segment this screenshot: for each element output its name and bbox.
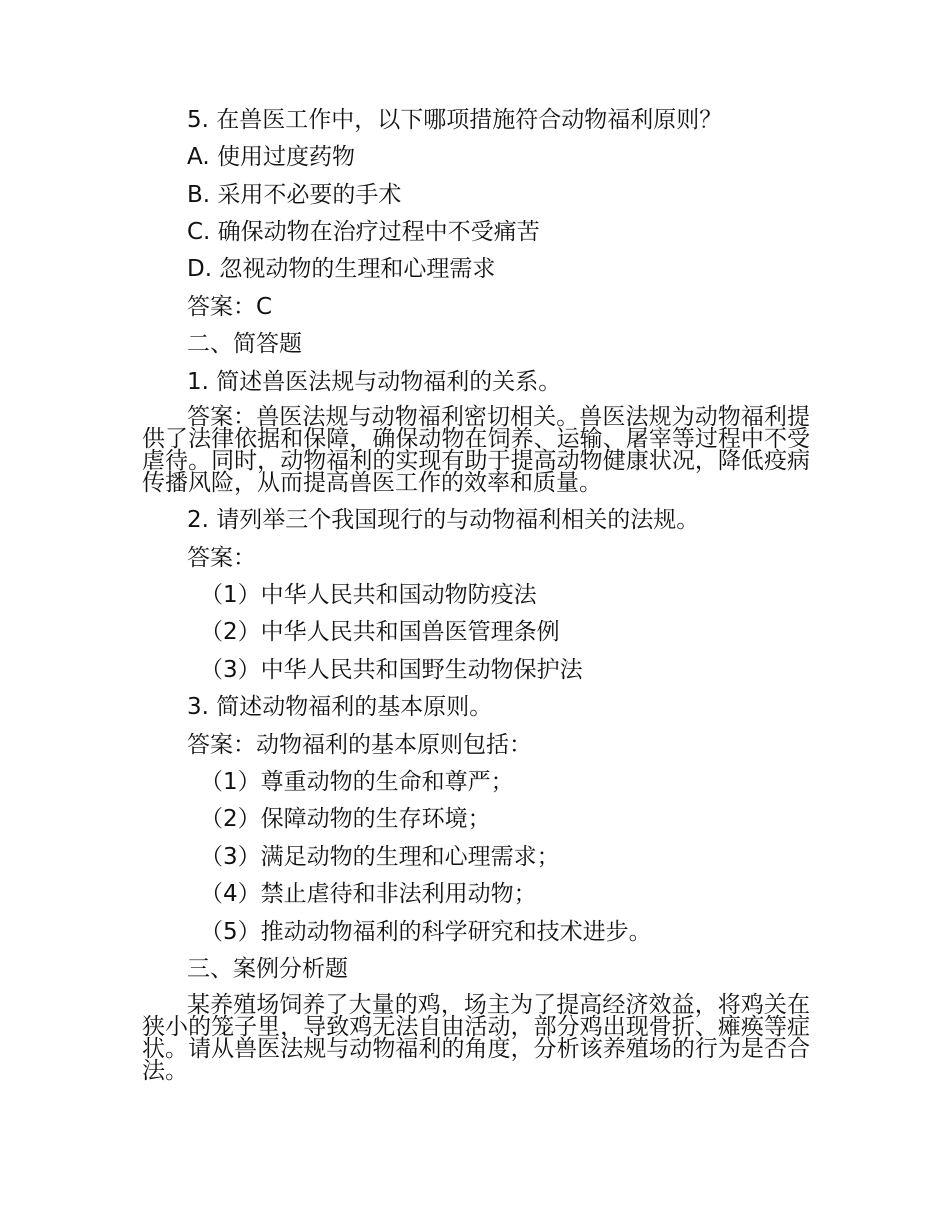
short-question-3: 3. 简述动物福利的基本原则。 — [187, 694, 493, 720]
option-c: C. 确保动物在治疗过程中不受痛苦 — [187, 219, 540, 245]
question-5: 5. 在兽医工作中，以下哪项措施符合动物福利原则？ — [187, 107, 723, 133]
case-paragraph: 某养殖场饲养了大量的鸡，场主为了提高经济效益，将鸡关在狭小的笼子里，导致鸡无法自由活动，部分鸡出现骨折、瘫痪等症状。请从兽医法规与动物福利的角度，分析该养殖场的行为是否合法。 — [142, 992, 810, 1084]
law-item-3: （3）中华人民共和国野生动物保护法 — [200, 657, 583, 683]
short-answer-2-label: 答案： — [187, 545, 256, 571]
short-answer-1: 答案：兽医法规与动物福利密切相关。兽医法规为动物福利提供了法律依据和保障，确保动物在饲养、运输、屠宰等过程中不受虐待。同时，动物福利的实现有助于提高动物健康状况，降低疫病传播风险，从而提高兽医工作的效率和质量。 — [142, 404, 810, 496]
principle-item-3: （3）满足动物的生理和心理需求； — [200, 844, 560, 870]
option-b: B. 采用不必要的手术 — [187, 182, 402, 208]
principle-item-5: （5）推动动物福利的科学研究和技术进步。 — [200, 919, 652, 945]
short-answer-3-label: 答案：动物福利的基本原则包括： — [187, 732, 532, 758]
section-heading-short-answer: 二、简答题 — [187, 331, 302, 357]
law-item-1: （1）中华人民共和国动物防疫法 — [200, 582, 537, 608]
principle-item-1: （1）尊重动物的生命和尊严； — [200, 769, 514, 795]
section-heading-case-analysis: 三、案例分析题 — [187, 956, 348, 982]
option-a: A. 使用过度药物 — [187, 144, 355, 170]
law-item-2: （2）中华人民共和国兽医管理条例 — [200, 619, 560, 645]
answer-5: 答案：C — [187, 294, 273, 320]
short-question-2: 2. 请列举三个我国现行的与动物福利相关的法规。 — [187, 507, 700, 533]
option-d: D. 忽视动物的生理和心理需求 — [187, 256, 496, 282]
principle-item-4: （4）禁止虐待和非法利用动物； — [200, 881, 537, 907]
short-question-1: 1. 简述兽医法规与动物福利的关系。 — [187, 369, 562, 395]
principle-item-2: （2）保障动物的生存环境； — [200, 806, 491, 832]
